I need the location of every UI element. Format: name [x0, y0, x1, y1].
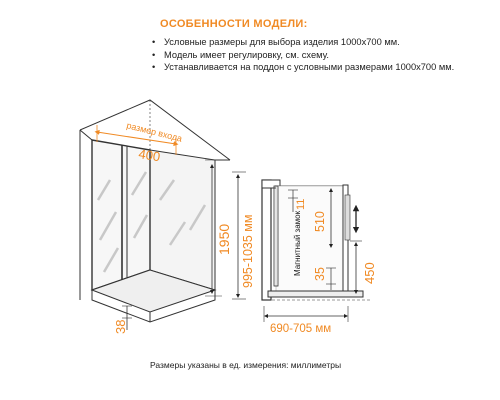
features-title: ОСОБЕННОСТИ МОДЕЛИ:: [160, 18, 308, 30]
entry-width-value: 400: [137, 146, 162, 165]
feature-item: • Устанавливается на поддон с условными размерами 1000х700 мм.: [152, 61, 482, 74]
units-note: Размеры указаны в ед. измерения: миллиметры: [150, 360, 342, 370]
feature-item: • Модель имеет регулировку, см. схему.: [152, 49, 482, 62]
magnet-label: Магнитный замок: [293, 210, 302, 276]
dim-35-value: 35: [313, 267, 327, 281]
dim-450: [350, 241, 377, 292]
feature-item: • Условные размеры для выбора изделия 1000х700 мм.: [152, 36, 482, 49]
base-height-value: 38: [113, 319, 128, 334]
height-value: 1950: [216, 223, 232, 255]
base-height-dimension: [113, 306, 132, 334]
depth-range-dimension: [264, 306, 348, 335]
dim-11-value: 11: [295, 198, 307, 210]
cabin-scheme-view: [262, 180, 370, 300]
width-range-value: 995-1035 мм: [241, 214, 255, 288]
entry-label: размер входа: [125, 120, 184, 144]
dim-450-value: 450: [362, 262, 377, 284]
dim-510-value: 510: [313, 211, 327, 232]
width-range-dimension: [232, 172, 255, 299]
depth-range-value: 690-705 мм: [270, 323, 332, 335]
